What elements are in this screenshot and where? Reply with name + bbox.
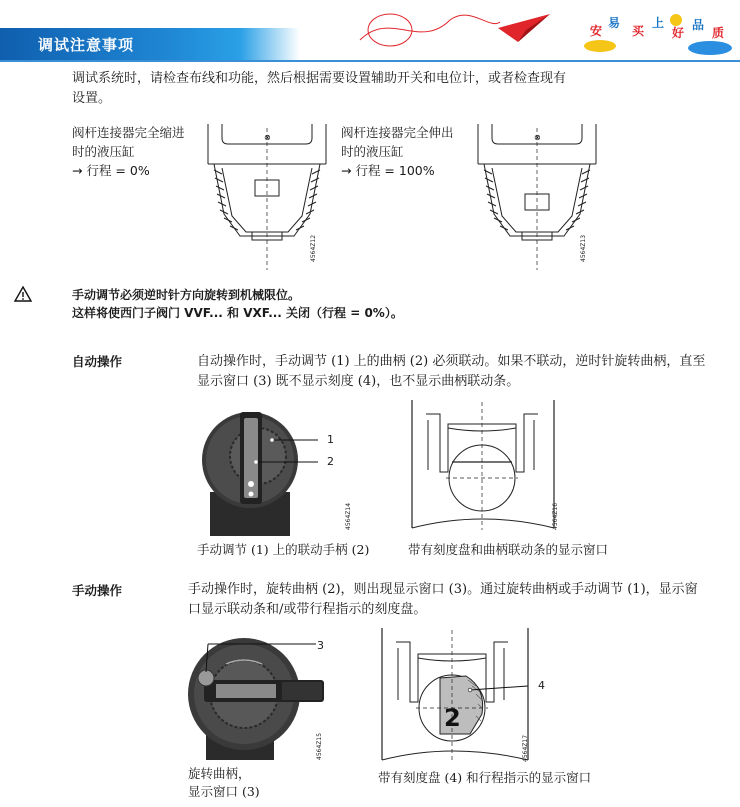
callout-3: 3 <box>317 639 324 652</box>
dial-digit: 2 <box>444 704 461 732</box>
rotated-crank-photo <box>186 628 326 760</box>
manual-heading: 手动操作 <box>72 583 123 598</box>
slogan-char: 质 <box>712 26 725 40</box>
slogan-banner <box>580 8 740 58</box>
diagram-code: 4564Z17 <box>522 734 529 762</box>
svg-text:⊗: ⊗ <box>534 133 541 142</box>
callout-2: 2 <box>327 455 334 468</box>
manual-photo-caption-line-2: 显示窗口 (3) <box>188 784 260 799</box>
photo-code: 4564Z14 <box>345 502 352 530</box>
page-title: 调试注意事项 <box>38 36 135 54</box>
warning-line-2: 这样将使西门子阀门 VVF... 和 VXF... 关闭（行程 = 0%）。 <box>72 306 403 320</box>
slogan-char: 安 <box>590 24 603 38</box>
auto-photo-caption: 手动调节 (1) 上的联动手柄 (2) <box>197 542 370 557</box>
callout-1: 1 <box>327 433 334 446</box>
svg-text:⊗: ⊗ <box>264 133 271 142</box>
callout-4: 4 <box>538 679 545 692</box>
figure-code: 4564Z12 <box>310 234 317 262</box>
slogan-char: 上 <box>652 16 665 30</box>
auto-line-2: 显示窗口 (3) 既不显示刻度 (4)，也不显示曲柄联动条。 <box>197 374 520 389</box>
manual-line-1: 手动操作时，旋转曲柄 (2)，则出现显示窗口 (3)。通过旋转曲柄或手动调节 (1)，显示窗 <box>188 582 698 597</box>
warning-line-1: 手动调节必须逆时针方向旋转到机械限位。 <box>72 288 301 302</box>
intro-line-1: 调试系统时，请检查布线和功能，然后根据需要设置辅助开关和电位计，或者检查现有 <box>72 71 567 86</box>
retracted-stroke-value: → 行程 = 0% <box>72 163 150 178</box>
manual-diagram-caption: 带有刻度盘 (4) 和行程指示的显示窗口 <box>378 770 592 785</box>
slogan-char: 好 <box>672 26 685 40</box>
paper-plane-icon <box>350 0 550 58</box>
retracted-label-line-1: 阀杆连接器完全缩进 <box>72 125 185 140</box>
slogan-char: 品 <box>692 18 705 32</box>
manual-line-2: 口显示联动条和/或带行程指示的刻度盘。 <box>188 602 427 617</box>
auto-heading: 自动操作 <box>72 354 123 369</box>
diagram-code: 4564Z16 <box>552 502 559 530</box>
extended-label-line-1: 阀杆连接器完全伸出 <box>341 125 454 140</box>
manual-adjuster-photo <box>200 400 340 536</box>
extended-label-line-2: 时的液压缸 <box>341 144 404 159</box>
photo-code: 4564Z15 <box>316 732 323 760</box>
auto-diagram-caption: 带有刻度盘和曲柄联动条的显示窗口 <box>408 542 609 557</box>
slogan-char: 买 <box>632 24 645 38</box>
auto-line-1: 自动操作时，手动调节 (1) 上的曲柄 (2) 必须联动。如果不联动，逆时针旋转曲柄，直至 <box>197 354 706 369</box>
retracted-label-line-2: 时的液压缸 <box>72 144 135 159</box>
intro-line-2: 设置。 <box>72 91 112 106</box>
figure-code: 4564Z13 <box>580 234 587 262</box>
manual-photo-caption-line-1: 旋转曲柄， <box>188 766 251 781</box>
display-window-diagram <box>408 400 558 532</box>
header-rule <box>0 60 740 62</box>
slogan-char: 易 <box>608 16 621 30</box>
warning-triangle-icon <box>14 286 32 302</box>
extended-stroke-value: → 行程 = 100% <box>341 163 435 178</box>
